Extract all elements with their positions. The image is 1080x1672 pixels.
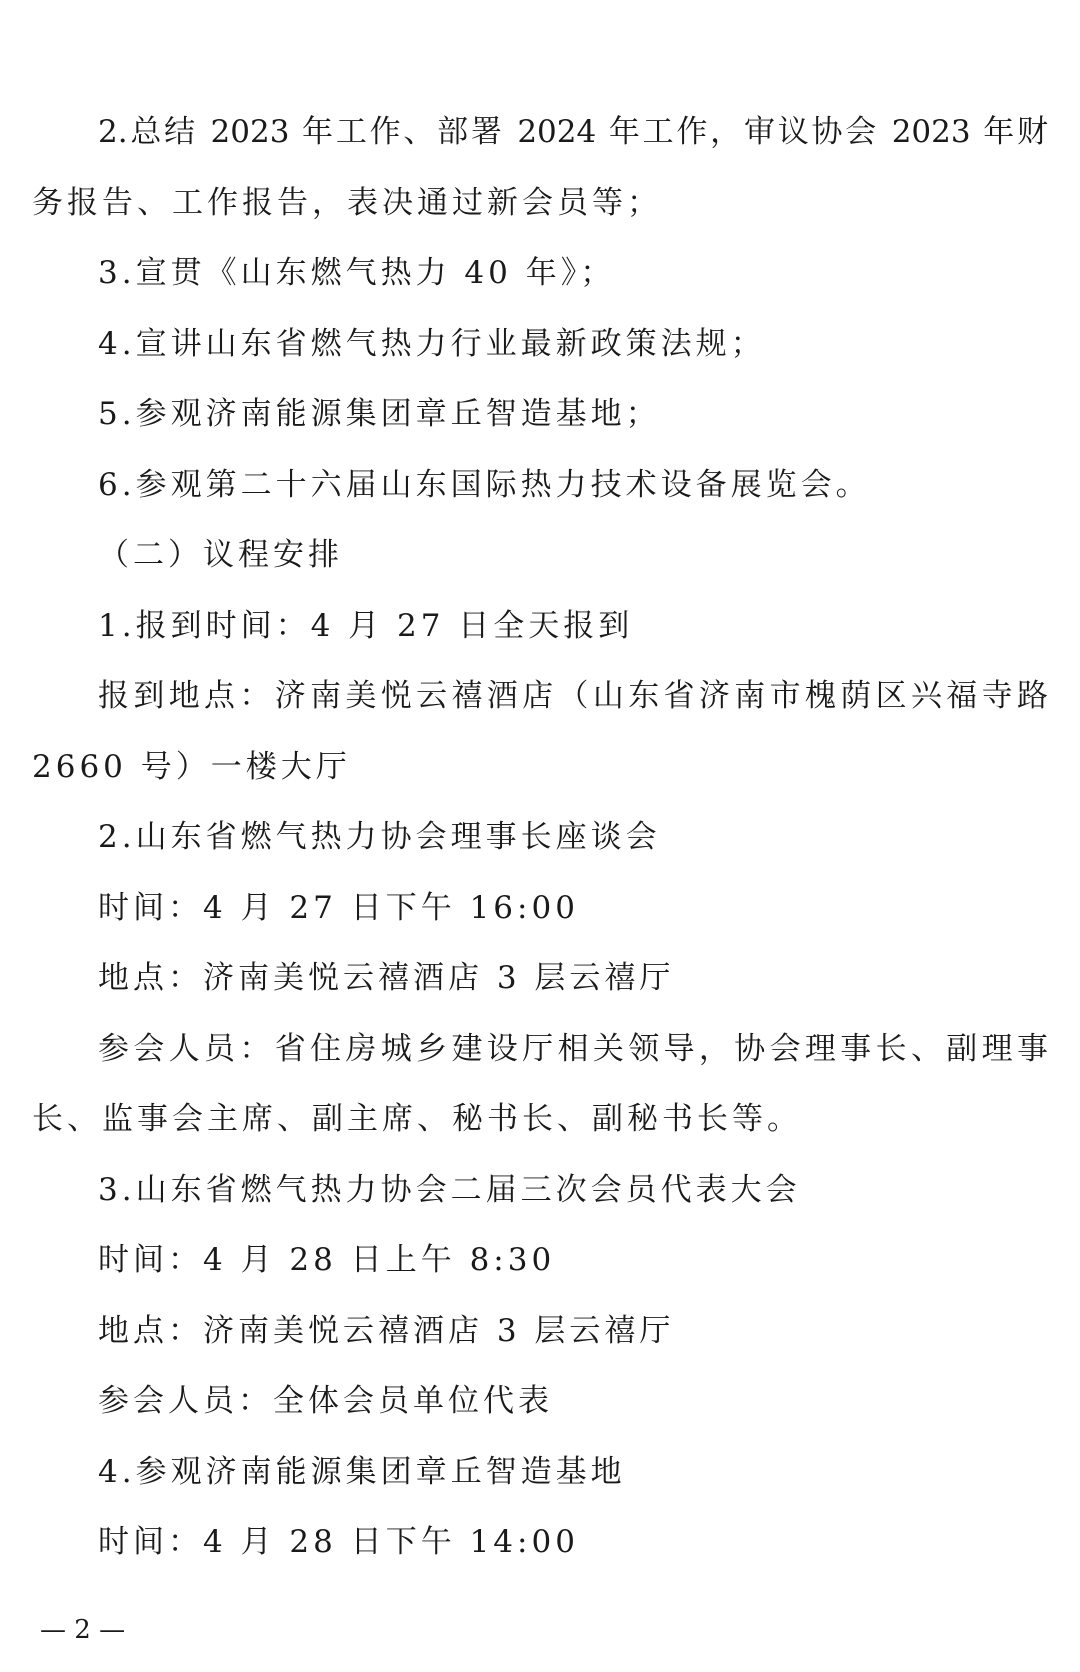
- text-line: 时间：4 月 28 日下午 14:00: [98, 1524, 579, 1560]
- text-line: 5.参观济南能源集团章丘智造基地；: [98, 396, 661, 432]
- document-body: [32, 97, 1048, 1578]
- text-line: 2660 号）一楼大厅: [32, 748, 351, 785]
- text-line: 3.宣贯《山东燃气热力 40 年》；: [98, 255, 616, 291]
- text-line: 4.宣讲山东省燃气热力行业最新政策法规；: [98, 325, 766, 362]
- text-line: 长、监事会主席、副主席、秘书长、副秘书长等。: [32, 1101, 802, 1137]
- text-line: 2.山东省燃气热力协会理事长座谈会: [98, 819, 661, 855]
- text-line: 务报告、工作报告，表决通过新会员等；: [32, 184, 662, 221]
- text-line: 2.总结 2023 年工作、部署 2024 年工作，审议协会 2023 年财: [98, 114, 1048, 150]
- text-line: 地点：济南美悦云禧酒店 3 层云禧厅: [98, 1312, 675, 1349]
- text-line: （二）议程安排: [98, 537, 343, 573]
- text-line: 时间：4 月 27 日下午 16:00: [98, 889, 579, 926]
- text-line: 参会人员：全体会员单位代表: [98, 1383, 553, 1419]
- page-number: — 2 —: [40, 1615, 126, 1645]
- text-line: 3.山东省燃气热力协会二届三次会员代表大会: [98, 1171, 801, 1208]
- text-line: 地点：济南美悦云禧酒店 3 层云禧厅: [98, 960, 675, 996]
- text-line: 时间：4 月 28 日上午 8:30: [98, 1242, 556, 1278]
- text-line: 4.参观济南能源集团章丘智造基地: [98, 1453, 626, 1490]
- text-line: 参会人员：省住房城乡建设厅相关领导，协会理事长、副理事: [98, 1030, 1048, 1067]
- text-line: 报到地点：济南美悦云禧酒店（山东省济南市槐荫区兴福寺路: [98, 678, 1048, 714]
- text-line: 6.参观第二十六届山东国际热力技术设备展览会。: [98, 466, 871, 503]
- text-line: 1.报到时间：4 月 27 日全天报到: [98, 607, 634, 644]
